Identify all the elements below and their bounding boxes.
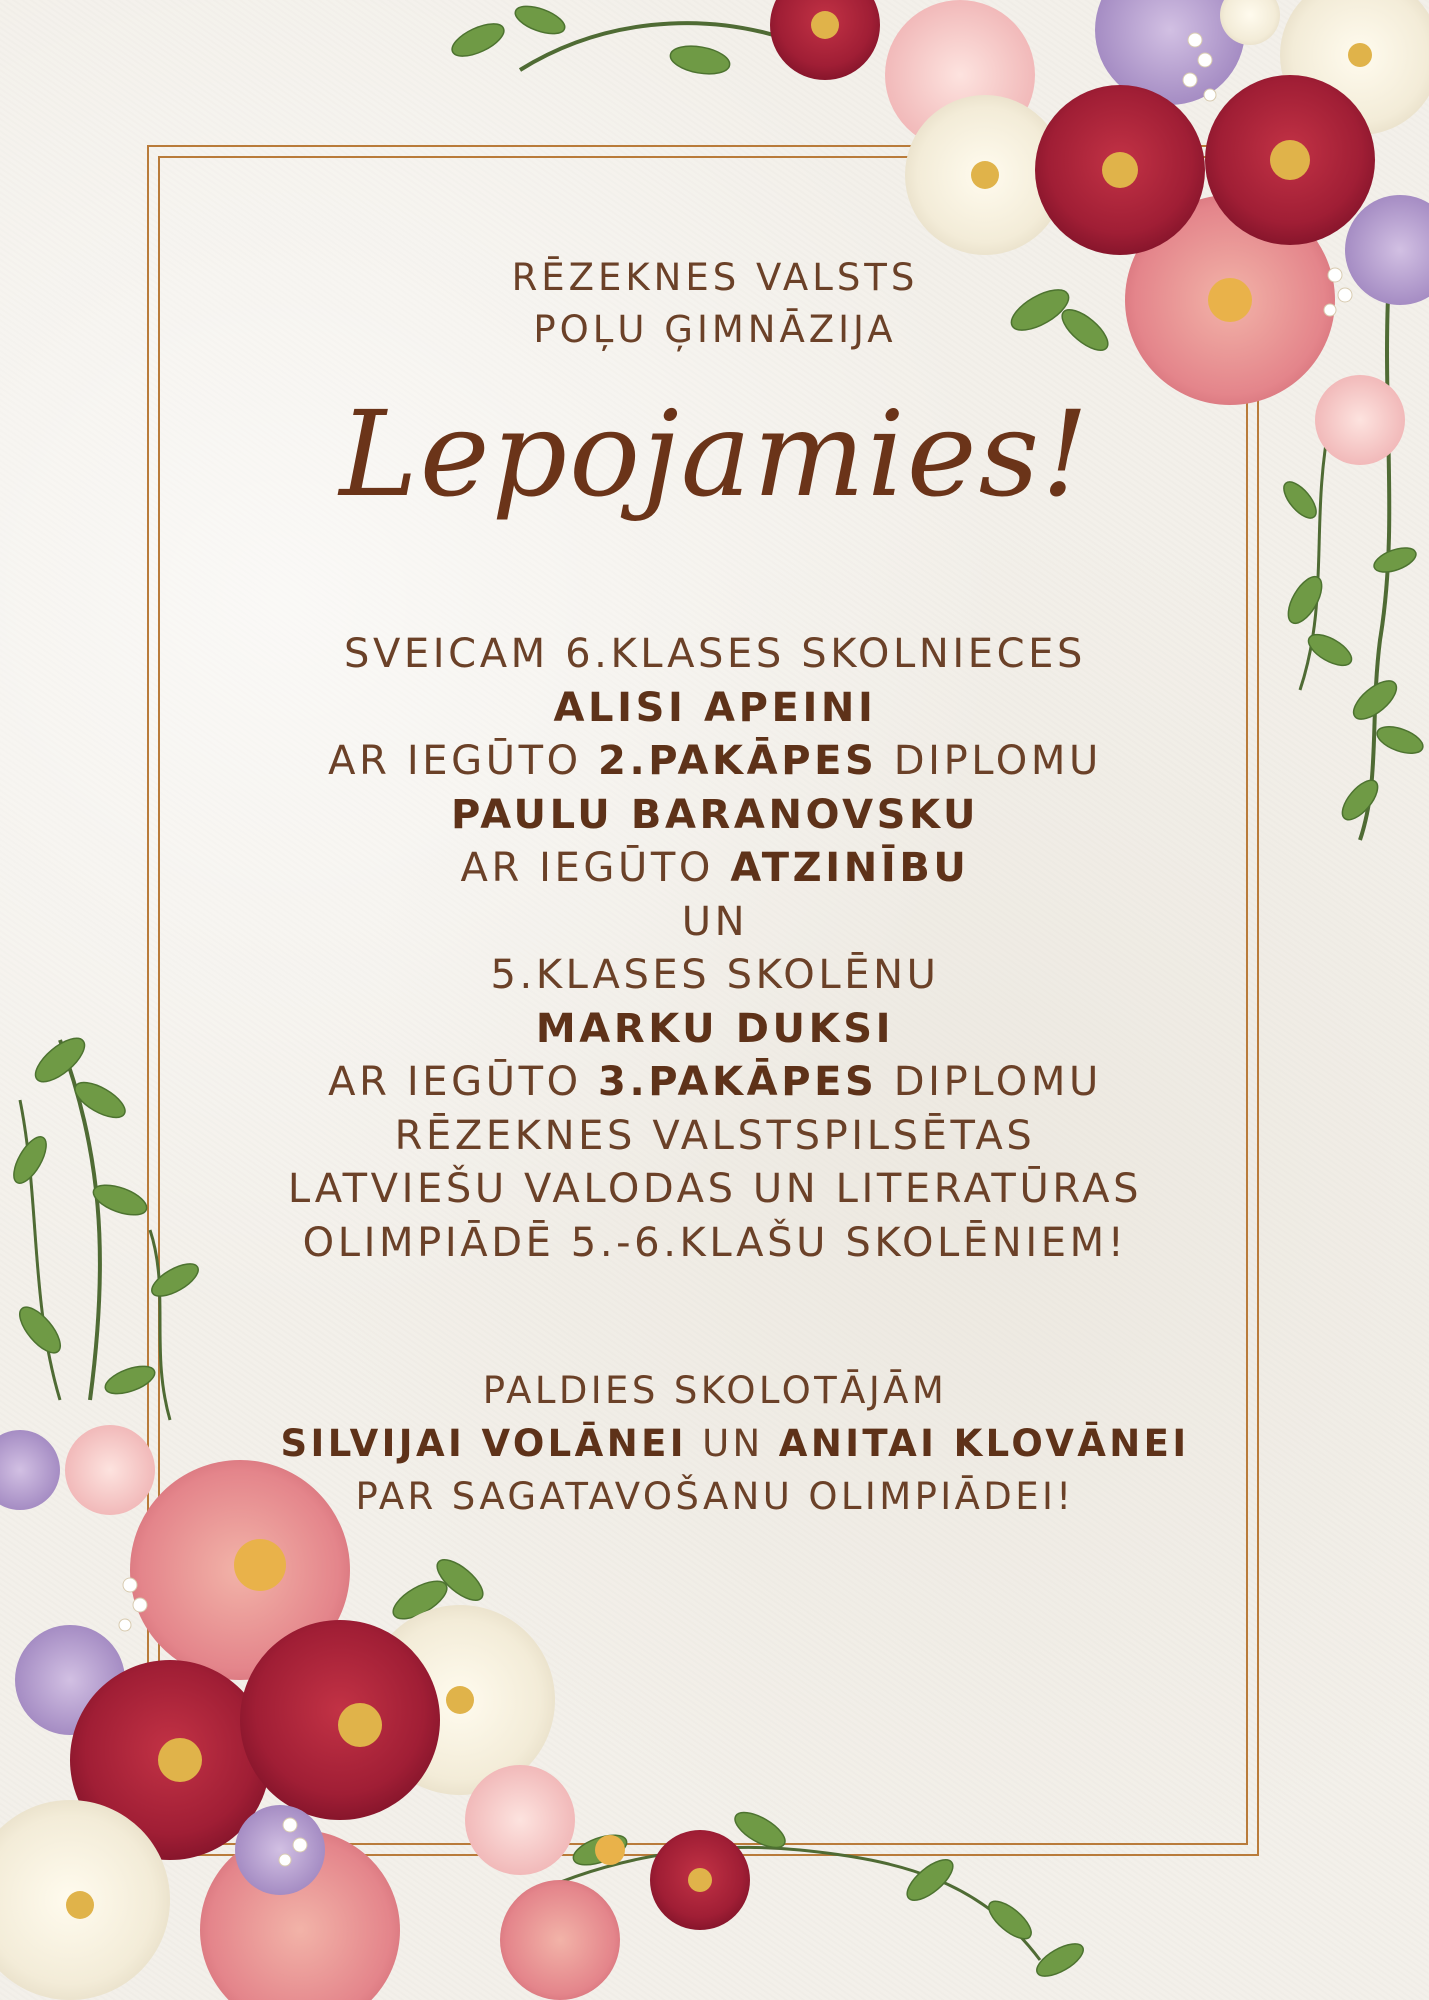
body-line: RĒZEKNES VALSTSPILSĒTAS — [394, 1112, 1036, 1159]
body-line: OLIMPIĀDĒ 5.-6.KLAŠU SKOLĒNIEM! — [302, 1219, 1128, 1266]
student-name: PAULU BARANOVSKU — [450, 791, 980, 838]
teacher-names: SILVIJAI VOLĀNEI UN ANITAI KLOVĀNEI — [280, 1422, 1190, 1465]
body-line: SVEICAM 6.KLASES SKOLNIECES — [343, 631, 1087, 677]
thanks-text — [160, 1364, 1270, 1523]
school-name-line2: POĻU ĢIMNĀZIJA — [533, 308, 897, 351]
body-line: AR IEGŪTO 3.PAKĀPES DIPLOMU — [328, 1059, 1102, 1105]
thanks-line: PALDIES SKOLOTĀJĀM — [482, 1369, 948, 1412]
student-name: ALISI APEINI — [553, 684, 877, 731]
school-name-line1: RĒZEKNES VALSTS — [511, 256, 919, 299]
congratulation-text — [160, 628, 1270, 1270]
body-line: LATVIEŠU VALODAS UN LITERATŪRAS — [287, 1166, 1143, 1212]
thanks-line: PAR SAGATAVOŠANU OLIMPIĀDEI! — [355, 1475, 1075, 1518]
school-name — [160, 252, 1270, 356]
body-line: UN — [681, 898, 749, 945]
poster-title: Lepojamies! — [339, 385, 1091, 523]
body-line: AR IEGŪTO ATZINĪBU — [460, 845, 970, 891]
body-line: 5.KLASES SKOLĒNU — [490, 952, 940, 998]
body-line: AR IEGŪTO 2.PAKĀPES DIPLOMU — [328, 738, 1102, 784]
student-name: MARKU DUKSI — [535, 1005, 895, 1052]
